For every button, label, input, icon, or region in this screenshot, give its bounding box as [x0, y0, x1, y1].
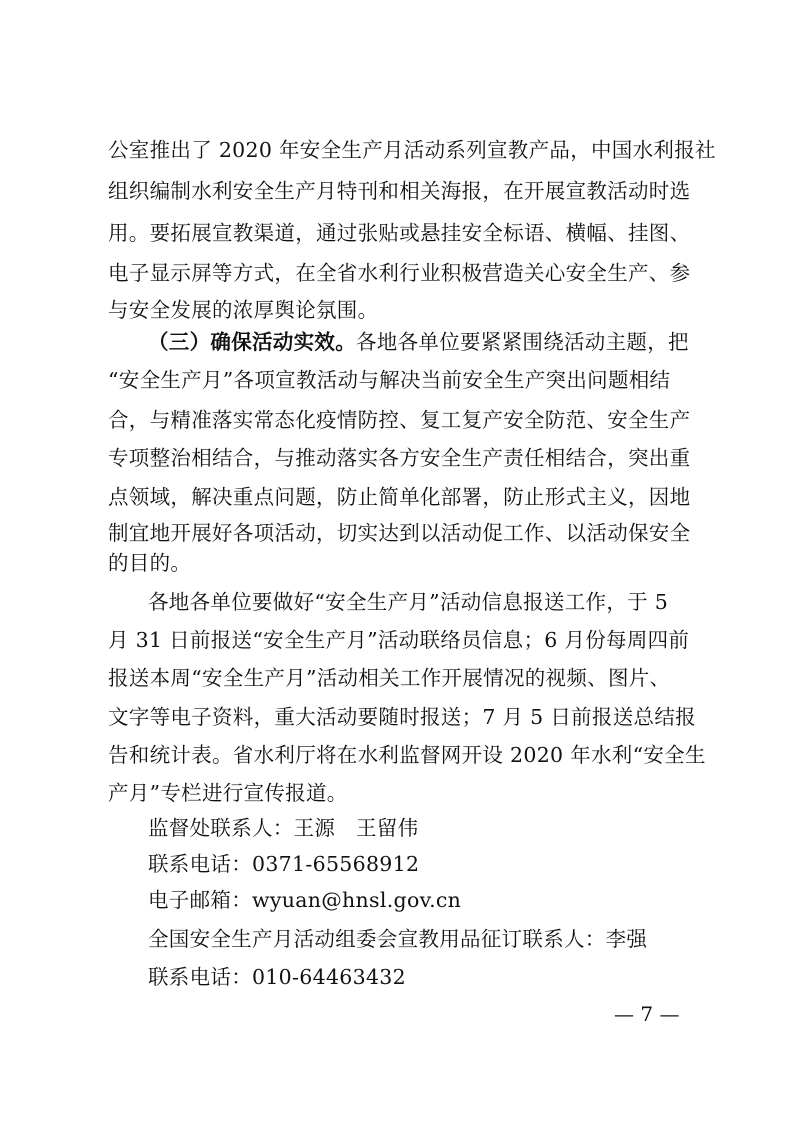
- paragraph-2-line-4: 专项整治相结合，与推动落实各方安全生产责任相结合，突出重: [108, 446, 691, 470]
- paragraph-3-line-6: 产月”专栏进行宣传报道。: [108, 781, 348, 805]
- paragraph-2-line-6: 制宜地开展好各项活动，切实达到以活动促工作、以活动保安全: [108, 521, 691, 545]
- contact-supervision: 监督处联系人：王源 王留伟: [148, 816, 419, 840]
- paragraph-2-line-2: “安全生产月”各项宣教活动与解决当前安全生产突出问题相结: [108, 368, 671, 392]
- paragraph-1-line-4: 电子显示屏等方式，在全省水利行业积极营造关心安全生产、参: [108, 261, 691, 285]
- paragraph-1-line-5: 与安全发展的浓厚舆论氛围。: [108, 298, 379, 322]
- paragraph-3-line-3: 报送本周“安全生产月”活动相关工作开展情况的视频、图片、: [108, 666, 671, 690]
- contact-national: 全国安全生产月活动组委会宣教用品征订联系人：李强: [148, 927, 648, 951]
- section-heading: （三）确保活动实效。: [148, 330, 356, 354]
- contact-email: 电子邮箱：wyuan@hnsl.gov.cn: [148, 888, 462, 912]
- paragraph-3-line-1: 各地各单位要做好“安全生产月”活动信息报送工作，于 5: [148, 590, 669, 614]
- paragraph-2-line-1: [148, 332, 734, 353]
- contact-phone-2: 联系电话：010-64463432: [148, 965, 406, 989]
- paragraph-1-line-3: 用。要拓展宣教渠道，通过张贴或悬挂安全标语、横幅、挂图、: [108, 221, 691, 245]
- paragraph-1-line-1: 公室推出了 2020 年安全生产月活动系列宣教产品，中国水利报社: [108, 138, 716, 162]
- paragraph-2-line-7: 的目的。: [108, 551, 192, 575]
- paragraph-2-line-5: 点领域，解决重点问题，防止简单化部署，防止形式主义，因地: [108, 485, 691, 509]
- paragraph-2-line-1-text: 各地各单位要紧紧围绕活动主题，把: [356, 330, 689, 354]
- paragraph-3-line-5: 告和统计表。省水利厅将在水利监督网开设 2020 年水利“安全生: [108, 743, 706, 767]
- paragraph-1-line-2: 组织编制水利安全生产月特刊和相关海报，在开展宣教活动时选: [108, 179, 691, 203]
- contact-phone-1: 联系电话：0371-65568912: [148, 852, 420, 876]
- paragraph-3-line-4: 文字等电子资料，重大活动要随时报送；7 月 5 日前报送总结报: [108, 705, 696, 729]
- paragraph-3-line-2: 月 31 日前报送“安全生产月”活动联络员信息；6 月份每周四前: [108, 628, 690, 652]
- page-number: — 7 —: [614, 1002, 680, 1026]
- paragraph-2-line-3: 合，与精准落实常态化疫情防控、复工复产安全防范、安全生产: [108, 408, 691, 432]
